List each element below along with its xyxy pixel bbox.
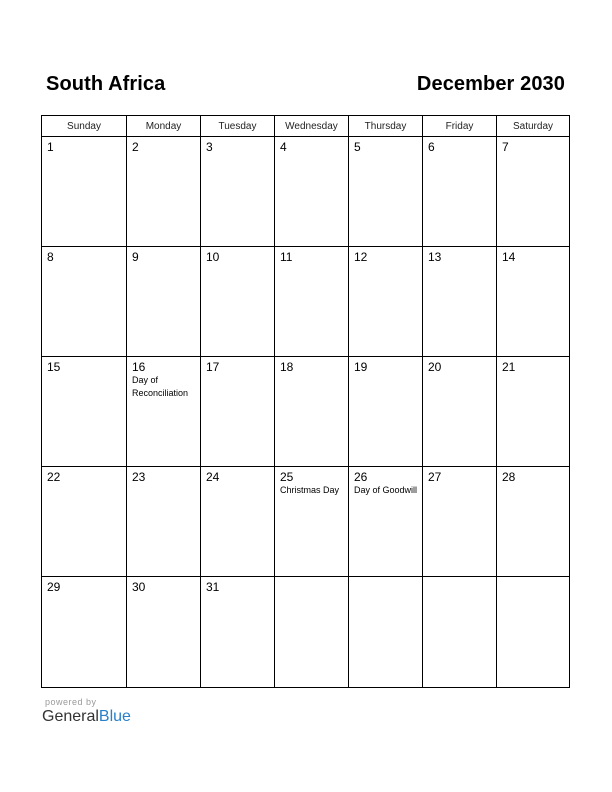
empty-day-cell <box>497 577 569 687</box>
day-number: 19 <box>354 360 368 374</box>
day-cell <box>423 137 497 246</box>
day-cell <box>349 357 423 466</box>
day-cell <box>201 467 275 576</box>
weekday-monday: Monday <box>127 116 201 136</box>
powered-by-text: powered by <box>45 697 97 707</box>
day-number: 13 <box>428 250 442 264</box>
day-number: 10 <box>206 250 220 264</box>
day-cell <box>42 467 127 576</box>
day-number: 18 <box>280 360 294 374</box>
empty-day-cell <box>423 577 497 687</box>
day-cell <box>201 247 275 356</box>
brand-logo[interactable] <box>42 708 131 726</box>
day-number: 28 <box>502 470 516 484</box>
day-cell <box>275 357 349 466</box>
day-cell <box>275 247 349 356</box>
day-cell <box>497 467 569 576</box>
weekday-tuesday: Tuesday <box>201 116 275 136</box>
day-number: 22 <box>47 470 61 484</box>
day-number: 4 <box>280 140 287 154</box>
day-cell <box>497 247 569 356</box>
day-number: 7 <box>502 140 509 154</box>
day-cell <box>42 357 127 466</box>
day-number: 29 <box>47 580 61 594</box>
day-cell <box>127 137 201 246</box>
week-row <box>42 577 569 687</box>
day-cell <box>349 247 423 356</box>
calendar-grid <box>41 115 570 688</box>
day-number: 2 <box>132 140 139 154</box>
day-cell <box>275 137 349 246</box>
day-number: 15 <box>47 360 61 374</box>
day-cell <box>127 357 201 466</box>
holiday-label: Day of Goodwill <box>354 485 418 495</box>
day-cell <box>423 357 497 466</box>
day-number: 30 <box>132 580 146 594</box>
weekday-thursday: Thursday <box>349 116 423 136</box>
weekday-header-row <box>42 116 569 137</box>
day-number: 12 <box>354 250 368 264</box>
day-number: 16 <box>132 360 146 374</box>
day-number: 21 <box>502 360 516 374</box>
empty-day-cell <box>349 577 423 687</box>
day-cell <box>127 467 201 576</box>
day-cell <box>42 137 127 246</box>
footer-branding <box>42 697 131 726</box>
day-number: 11 <box>280 250 293 264</box>
day-number: 24 <box>206 470 220 484</box>
holiday-label: Day of Reconciliation <box>132 375 189 398</box>
day-cell <box>42 577 127 687</box>
week-row <box>42 467 569 577</box>
month-year-title: December 2030 <box>416 72 565 95</box>
holiday-label: Christmas Day <box>280 485 340 495</box>
brand-blue: Blue <box>98 708 131 725</box>
day-cell <box>349 467 423 576</box>
weeks-container <box>42 137 569 687</box>
day-cell <box>275 467 349 576</box>
day-number: 23 <box>132 470 146 484</box>
day-cell <box>127 577 201 687</box>
day-number: 26 <box>354 470 368 484</box>
day-number: 1 <box>47 140 54 154</box>
week-row <box>42 357 569 467</box>
day-cell <box>497 137 569 246</box>
day-cell <box>497 357 569 466</box>
day-cell <box>201 137 275 246</box>
day-cell <box>201 577 275 687</box>
day-number: 25 <box>280 470 294 484</box>
weekday-friday: Friday <box>423 116 497 136</box>
day-number: 6 <box>428 140 435 154</box>
day-number: 9 <box>132 250 139 264</box>
week-row <box>42 137 569 247</box>
day-number: 3 <box>206 140 213 154</box>
calendar-header <box>46 71 565 97</box>
day-number: 17 <box>206 360 220 374</box>
day-number: 27 <box>428 470 442 484</box>
weekday-wednesday: Wednesday <box>275 116 349 136</box>
country-title: South Africa <box>46 72 166 95</box>
day-cell <box>127 247 201 356</box>
day-cell <box>201 357 275 466</box>
weekday-sunday: Sunday <box>42 116 127 136</box>
weekday-saturday: Saturday <box>512 120 554 132</box>
day-number: 5 <box>354 140 361 154</box>
day-cell <box>423 247 497 356</box>
day-number: 8 <box>47 250 54 264</box>
day-cell <box>349 137 423 246</box>
day-cell <box>423 467 497 576</box>
empty-day-cell <box>275 577 349 687</box>
day-number: 14 <box>502 250 516 264</box>
day-number: 31 <box>206 580 220 594</box>
week-row <box>42 247 569 357</box>
brand-general: General <box>42 708 99 725</box>
day-cell <box>42 247 127 356</box>
day-number: 20 <box>428 360 442 374</box>
